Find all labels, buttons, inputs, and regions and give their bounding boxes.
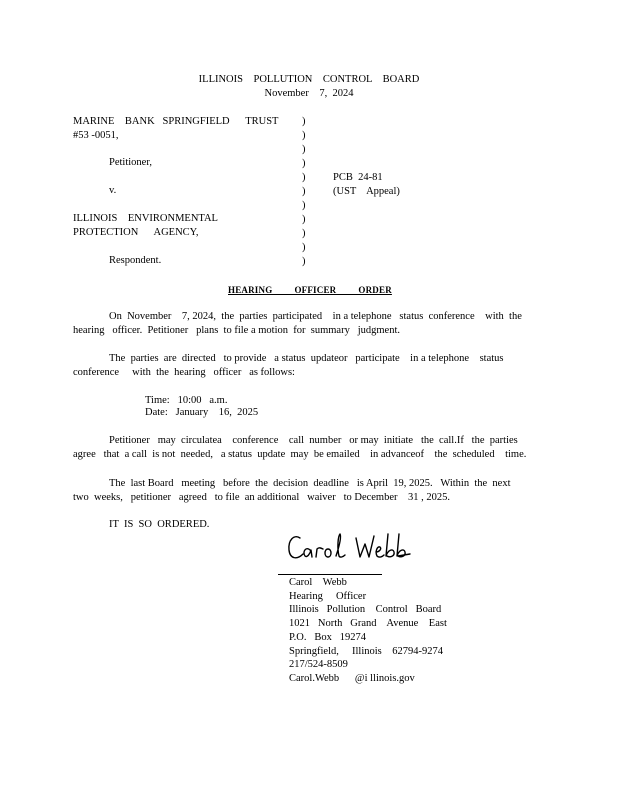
caption-paren: ) <box>302 158 306 169</box>
versus: v. <box>109 185 117 196</box>
petitioner-name-line1: MARINE BANK SPRINGFIELD TRUST <box>73 116 279 127</box>
signer-address-line-3: Springfield, Illinois 62794-9274 <box>289 646 443 657</box>
caption-paren: ) <box>302 144 306 155</box>
caption-paren: ) <box>302 256 306 267</box>
signer-organization: Illinois Pollution Control Board <box>289 604 442 615</box>
signer-email[interactable]: Carol.Webb @i llinois.gov <box>289 673 415 684</box>
case-number: PCB 24-81 <box>333 172 383 183</box>
signature-line <box>278 574 382 575</box>
paragraph-2-line-1: The parties are directed to provide a status updateor participate in a telephone status <box>109 353 504 364</box>
paragraph-2-line-2: conference with the hearing officer as follows: <box>73 367 295 378</box>
caption-paren: ) <box>302 214 306 225</box>
caption-paren: ) <box>302 228 306 239</box>
caption-paren: ) <box>302 186 306 197</box>
caption-paren: ) <box>302 200 306 211</box>
caption-paren: ) <box>302 130 306 141</box>
board-name: ILLINOIS POLLUTION CONTROL BOARD <box>198 74 420 85</box>
paragraph-3-line-1: Petitioner may circulatea conference call number or may initiate the call.If the parties <box>109 435 518 446</box>
caption-paren: ) <box>302 116 306 127</box>
petitioner-name-line2: #53 -0051, <box>73 130 119 141</box>
paragraph-1-line-1: On November 7, 2024, the parties participated in a telephone status conference with the <box>109 311 522 322</box>
paragraph-3-line-2: agree that a call is not needed, a status update may be emailed in advanceof the scheduled time. <box>73 449 527 460</box>
hearing-time: Time: 10:00 a.m. <box>145 395 228 406</box>
paragraph-4-line-2: two weeks, petitioner agreed to file an additional waiver to December 31 , 2025. <box>73 492 451 503</box>
closing-statement: IT IS SO ORDERED. <box>109 519 210 530</box>
signer-title: Hearing Officer <box>289 591 367 602</box>
petitioner-role: Petitioner, <box>109 157 153 168</box>
respondent-role: Respondent. <box>109 255 162 266</box>
paragraph-4-line-1: The last Board meeting before the decision deadline is April 19, 2025. Within the next <box>109 478 511 489</box>
signer-phone: 217/524-8509 <box>289 659 348 670</box>
order-date: November 7, 2024 <box>264 88 354 99</box>
hearing-date: Date: January 16, 2025 <box>145 407 259 418</box>
order-title: HEARING OFFICER ORDER <box>228 285 392 295</box>
respondent-name-line1: ILLINOIS ENVIRONMENTAL <box>73 213 218 224</box>
paragraph-1-line-2: hearing officer. Petitioner plans to file a motion for summary judgment. <box>73 325 400 336</box>
signer-address-line-1: 1021 North Grand Avenue East <box>289 618 447 629</box>
signer-name: Carol Webb <box>289 577 347 588</box>
signer-address-line-2: P.O. Box 19274 <box>289 632 367 643</box>
respondent-name-line2: PROTECTION AGENCY, <box>73 227 199 238</box>
handwritten-signature <box>286 530 416 566</box>
caption-paren: ) <box>302 242 306 253</box>
caption-paren: ) <box>302 172 306 183</box>
case-type: (UST Appeal) <box>333 186 400 197</box>
